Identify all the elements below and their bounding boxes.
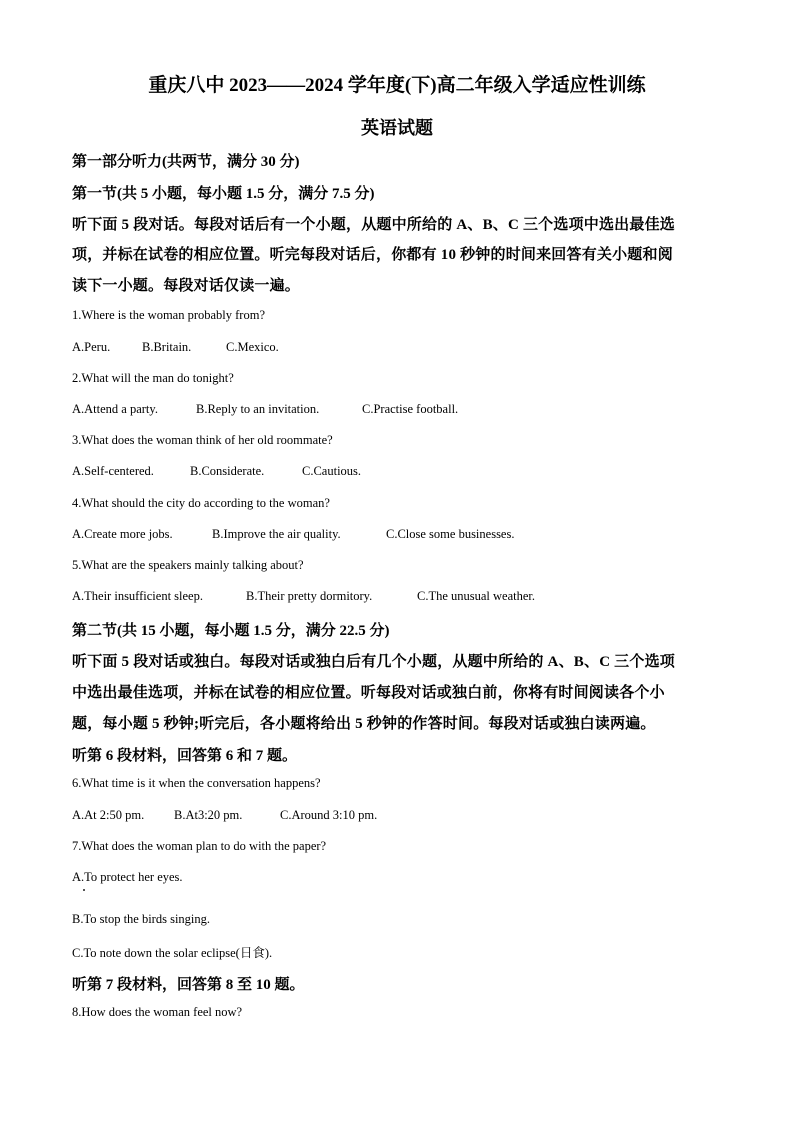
material-7-heading: 听第 7 段材料，回答第 8 至 10 题。 [72, 977, 305, 993]
question-5-options [72, 589, 535, 604]
option-a: A.Create more jobs. [72, 527, 173, 541]
section1-heading: 第一节(共 5 小题，每小题 1.5 分，满分 7.5 分) [72, 186, 375, 202]
section1-instruction-line: 听下面 5 段对话。每段对话后有一个小题，从题中所给的 A、B、C 三个选项中选出最佳选 [72, 217, 675, 233]
question-1: 1.Where is the woman probably from? [72, 308, 265, 322]
option-a: A.Attend a party. [72, 402, 158, 416]
question-6-options [72, 808, 377, 823]
section2-instruction-line: 题，每小题 5 秒钟;听完后，各小题将给出 5 秒钟的作答时间。每段对话或独白读两遍。 [72, 716, 656, 732]
question-7-option-b: B.To stop the birds singing. [72, 912, 211, 926]
question-7: 7.What does the woman plan to do with the paper? [72, 839, 327, 853]
exam-title: 重庆八中 2023——2024 学年度(下)高二年级入学适应性训练 [148, 75, 646, 96]
question-1-options [72, 340, 279, 355]
part1-heading: 第一部分听力(共两节，满分 30 分) [72, 154, 300, 170]
option-b: B.Considerate. [190, 464, 265, 478]
option-b: B.Britain. [142, 340, 192, 354]
option-a: A.Their insufficient sleep. [72, 589, 203, 603]
section1-instruction-line: 读下一小题。每段对话仅读一遍。 [72, 278, 301, 294]
stray-mark [83, 889, 85, 891]
option-a: A.At 2:50 pm. [72, 808, 145, 822]
option-a: A.Self-centered. [72, 464, 154, 478]
option-c: C.Practise football. [362, 402, 459, 416]
section2-instruction-line: 中选出最佳选项，并标在试卷的相应位置。听每段对话或独白前，你将有时间阅读各个小 [72, 685, 665, 701]
option-b: B.At3:20 pm. [174, 808, 243, 822]
question-2-options [72, 402, 458, 417]
option-b: B.Improve the air quality. [212, 527, 341, 541]
question-2: 2.What will the man do tonight? [72, 371, 234, 385]
option-b: B.Reply to an invitation. [196, 402, 320, 416]
option-b: B.Their pretty dormitory. [246, 589, 373, 603]
question-4: 4.What should the city do according to the woman? [72, 496, 330, 510]
option-c: C.Around 3:10 pm. [280, 808, 378, 822]
section2-instruction-line: 听下面 5 段对话或独白。每段对话或独白后有几个小题，从题中所给的 A、B、C 三个选项 [72, 654, 675, 670]
option-c: C.Cautious. [302, 464, 362, 478]
option-a: A.Peru. [72, 340, 111, 354]
question-5: 5.What are the speakers mainly talking about? [72, 558, 304, 572]
option-c: C.Close some businesses. [386, 527, 515, 541]
material-6-heading: 听第 6 段材料，回答第 6 和 7 题。 [72, 748, 298, 764]
question-7-option-c: C.To note down the solar eclipse(日食). [72, 946, 273, 960]
question-3-options [72, 464, 361, 479]
exam-subtitle: 英语试题 [361, 118, 433, 138]
question-3: 3.What does the woman think of her old roommate? [72, 433, 333, 447]
question-7-option-a: A.To protect her eyes. [72, 870, 183, 884]
option-c: C.The unusual weather. [417, 589, 536, 603]
question-6: 6.What time is it when the conversation happens? [72, 776, 321, 790]
section1-instruction-line: 项，并标在试卷的相应位置。听完每段对话后，你都有 10 秒钟的时间来回答有关小题和阅 [72, 247, 673, 263]
question-8: 8.How does the woman feel now? [72, 1005, 243, 1019]
question-4-options [72, 527, 514, 542]
section2-heading: 第二节(共 15 小题，每小题 1.5 分，满分 22.5 分) [72, 623, 390, 639]
option-c: C.Mexico. [226, 340, 279, 354]
